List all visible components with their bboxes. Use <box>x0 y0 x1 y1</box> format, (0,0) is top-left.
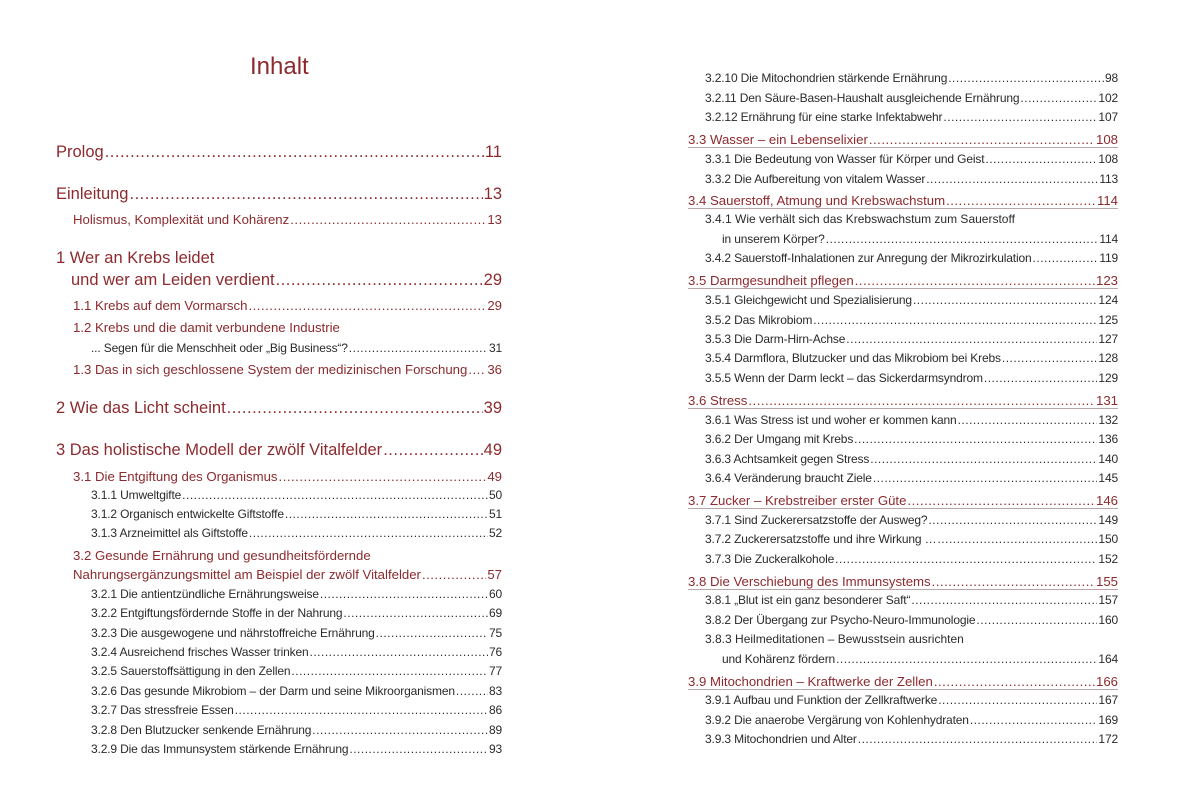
toc-leader-dots <box>937 533 1097 545</box>
right-page <box>592 0 1184 812</box>
toc-page-number: 128 <box>1098 351 1118 365</box>
toc-entry-label: 3.8.1 „Blut ist ein ganz besonderer Saft“ <box>705 593 911 607</box>
toc-entry-s3-5-5 <box>705 372 1118 384</box>
toc-leader-dots <box>290 213 486 226</box>
toc-leader-dots <box>248 299 486 312</box>
toc-entry-label: 3.2.6 Das gesunde Mikrobiom – der Darm und seine Mikroorganismen <box>91 684 455 698</box>
toc-page-number: 124 <box>1098 293 1118 307</box>
toc-page-number: 132 <box>1098 413 1118 427</box>
toc-page-number: 166 <box>1095 674 1118 689</box>
toc-entry-label: Prolog <box>56 143 104 161</box>
toc-page-number: 52 <box>488 526 502 540</box>
toc-entry-s3-3-2 <box>705 173 1118 185</box>
toc-entry-label: 3.7.2 Zuckerersatzstoffe und ihre Wirkung … <box>705 532 937 546</box>
toc-leader-dots <box>934 675 1095 688</box>
toc-page-number: 57 <box>487 567 502 582</box>
toc-entry-s3-8-2 <box>705 614 1118 626</box>
toc-leader-dots <box>285 508 488 520</box>
toc-page-number: 114 <box>1099 232 1118 246</box>
toc-entry-s3-3-1 <box>705 153 1118 165</box>
section-divider <box>688 508 1118 509</box>
toc-entry-label: 3.1.1 Umweltgifte <box>91 488 182 502</box>
toc-page-number: 36 <box>487 362 502 377</box>
toc-entry-s3-6-1 <box>705 414 1118 426</box>
toc-page-number: 102 <box>1098 91 1118 105</box>
toc-entry-holismus <box>73 213 502 226</box>
toc-entry-label: 2 Wie das Licht scheint <box>56 399 226 417</box>
toc-entry-label: 3.6.3 Achtsamkeit gegen Stress <box>705 452 870 466</box>
toc-page-number: 136 <box>1098 432 1118 446</box>
toc-page-number: 77 <box>488 664 502 678</box>
toc-page-number: 123 <box>1095 273 1118 288</box>
toc-entry-label: 3.2.9 Die das Immunsystem stärkende Ernährung <box>91 742 349 756</box>
toc-entry-einleitung <box>56 186 502 203</box>
toc-entry-ch2 <box>56 400 502 417</box>
toc-leader-dots <box>1020 92 1097 104</box>
toc-page-number: 140 <box>1098 452 1118 466</box>
toc-leader-dots <box>984 372 1098 384</box>
toc-entry-s3-9-1 <box>705 694 1118 706</box>
page-title: Inhalt <box>250 53 309 80</box>
toc-entry-label: 3.5.5 Wenn der Darm leckt – das Sickerdarmsyndrom <box>705 371 983 385</box>
toc-entry-s3-9-2 <box>705 714 1118 726</box>
toc-entry-label: 3.2.1 Die antientzündliche Ernährungsweise <box>91 587 319 601</box>
toc-entry-s3-3 <box>688 133 1118 146</box>
toc-page-number: 160 <box>1098 613 1118 627</box>
toc-leader-dots <box>1033 252 1099 264</box>
toc-entry-label: 3.2.5 Sauerstoffsättigung in den Zellen <box>91 664 291 678</box>
toc-page-number: 93 <box>488 742 502 756</box>
toc-leader-dots <box>858 733 1098 745</box>
toc-entry-s3-2-9 <box>91 743 502 755</box>
toc-entry-s3-8-3-line1: 3.8.3 Heilmeditationen – Bewusstsein ausrichten <box>705 632 964 646</box>
toc-leader-dots <box>468 363 486 376</box>
toc-entry-s1-3 <box>73 363 502 376</box>
section-divider <box>688 288 1118 289</box>
toc-leader-dots <box>1002 352 1098 364</box>
toc-entry-s3-2-4 <box>91 646 502 658</box>
toc-entry-s3-7-2 <box>705 533 1118 545</box>
toc-page-number: 11 <box>484 143 502 161</box>
toc-entry-label: 3.6.1 Was Stress ist und woher er kommen kann <box>705 413 957 427</box>
toc-entry-s3-7-1 <box>705 514 1118 526</box>
toc-leader-dots <box>310 646 488 658</box>
toc-page-number: 49 <box>483 441 502 459</box>
toc-page-number: 125 <box>1098 313 1118 327</box>
toc-entry-s3-4-2 <box>705 252 1118 264</box>
toc-page-number: 107 <box>1098 110 1118 124</box>
toc-page-number: 108 <box>1095 132 1118 147</box>
toc-leader-dots <box>932 575 1095 588</box>
section-divider <box>688 408 1118 409</box>
toc-entry-s3-6-4 <box>705 472 1118 484</box>
toc-entry-label: 3.3.1 Die Bedeutung von Wasser für Körper und Geist <box>705 152 985 166</box>
toc-page-number: 146 <box>1095 493 1118 508</box>
toc-entry-label: 3.6.4 Veränderung braucht Ziele <box>705 471 872 485</box>
toc-leader-dots <box>129 186 482 203</box>
toc-entry-label: Nahrungsergänzungsmittel am Beispiel der zwölf Vitalfelder <box>73 567 421 582</box>
section-divider <box>688 589 1118 590</box>
toc-page-number: 119 <box>1099 251 1118 265</box>
toc-leader-dots <box>946 194 1096 207</box>
toc-page-number: 51 <box>488 507 502 521</box>
toc-entry-s3-1-2 <box>91 508 502 520</box>
toc-leader-dots <box>235 704 488 716</box>
toc-entry-prolog <box>56 144 502 161</box>
toc-entry-label: 1.3 Das in sich geschlossene System der medizinischen Forschung <box>73 362 468 377</box>
toc-entry-label: 1.1 Krebs auf dem Vormarsch <box>73 298 248 313</box>
toc-entry-label: 3.1.3 Arzneimittel als Giftstoffe <box>91 526 248 540</box>
section-divider <box>688 147 1118 148</box>
toc-leader-dots <box>105 144 484 161</box>
toc-leader-dots <box>854 433 1097 445</box>
toc-entry-s3-2-6 <box>91 685 502 697</box>
toc-entry-ch1-line1: 1 Wer an Krebs leidet <box>56 249 215 267</box>
toc-entry-s3-5-3 <box>705 333 1118 345</box>
toc-entry-s3-8-3-line2 <box>722 653 1118 665</box>
toc-leader-dots <box>938 694 1097 706</box>
toc-entry-s1-2-line2 <box>91 342 502 354</box>
toc-entry-s3-9-3 <box>705 733 1118 745</box>
toc-leader-dots <box>985 153 1097 165</box>
toc-entry-label: 3.9 Mitochondrien – Kraftwerke der Zellen <box>688 674 933 689</box>
toc-entry-label: 3.3.2 Die Aufbereitung von vitalem Wasser <box>705 172 926 186</box>
toc-leader-dots <box>320 588 488 600</box>
toc-leader-dots <box>182 489 488 501</box>
toc-entry-label: 3.5.2 Das Mikrobiom <box>705 313 813 327</box>
toc-leader-dots <box>846 333 1097 345</box>
toc-entry-s1-1 <box>73 299 502 312</box>
toc-entry-s3-4-1-line2 <box>722 233 1118 245</box>
toc-leader-dots <box>383 442 482 459</box>
toc-entry-s3-2-12 <box>705 111 1118 123</box>
toc-entry-s3-5-1 <box>705 294 1118 306</box>
toc-page-number: 75 <box>488 626 502 640</box>
toc-entry-label: in unserem Körper? <box>722 232 825 246</box>
toc-page-number: 76 <box>488 645 502 659</box>
toc-page-number: 108 <box>1098 152 1118 166</box>
toc-page-number: 145 <box>1098 471 1118 485</box>
toc-entry-label: 3.1 Die Entgiftung des Organismus <box>73 469 278 484</box>
toc-page-number: 13 <box>483 185 502 203</box>
toc-entry-s3-2-2 <box>91 607 502 619</box>
toc-entry-label: 3.2.11 Den Säure-Basen-Haushalt ausgleichende Ernährung <box>705 91 1020 105</box>
toc-page-number: 13 <box>487 212 502 227</box>
toc-page-number: 149 <box>1098 513 1118 527</box>
toc-entry-s3-5-2 <box>705 314 1118 326</box>
toc-leader-dots <box>836 653 1097 665</box>
toc-entry-label: 3 Das holistische Modell der zwölf Vitalfelder <box>56 441 383 459</box>
toc-entry-s3-8-1 <box>705 594 1118 606</box>
toc-leader-dots <box>870 453 1097 465</box>
toc-entry-label: 3.9.2 Die anaerobe Vergärung von Kohlenhydraten <box>705 713 969 727</box>
toc-entry-s3-5-4 <box>705 352 1118 364</box>
toc-entry-s1-2-line1: 1.2 Krebs und die damit verbundene Industrie <box>73 320 340 335</box>
toc-leader-dots <box>948 72 1104 84</box>
toc-page-number: 127 <box>1098 332 1118 346</box>
toc-leader-dots <box>926 173 1098 185</box>
toc-leader-dots <box>343 607 488 619</box>
toc-page-number: 150 <box>1098 532 1118 546</box>
toc-entry-s3-2-line1: 3.2 Gesunde Ernährung und gesundheitsfördernde <box>73 548 371 563</box>
toc-page-number: 31 <box>488 341 502 355</box>
toc-entry-label: 3.5.4 Darmflora, Blutzucker und das Mikrobiom bei Krebs <box>705 351 1001 365</box>
toc-page-number: 50 <box>488 488 502 502</box>
toc-leader-dots <box>748 394 1095 407</box>
toc-leader-dots <box>422 568 486 581</box>
toc-leader-dots <box>227 400 483 417</box>
toc-entry-label: 3.8.2 Der Übergang zur Psycho-Neuro-Immunologie <box>705 613 976 627</box>
toc-leader-dots <box>913 294 1097 306</box>
toc-page-number: 29 <box>487 298 502 313</box>
toc-page-number: 129 <box>1098 371 1118 385</box>
toc-entry-label: Holismus, Komplexität und Kohärenz <box>73 212 290 227</box>
toc-entry-s3-2-3 <box>91 627 502 639</box>
toc-page-number: 157 <box>1098 593 1118 607</box>
toc-entry-s3-1 <box>73 470 502 483</box>
toc-page-number: 69 <box>488 606 502 620</box>
toc-page-number: 172 <box>1098 732 1118 746</box>
toc-entry-label: 3.5 Darmgesundheit pflegen <box>688 273 854 288</box>
toc-entry-ch3 <box>56 442 502 459</box>
toc-entry-s3-7-3 <box>705 553 1118 565</box>
toc-page-number: 83 <box>488 684 502 698</box>
toc-leader-dots <box>312 724 488 736</box>
toc-entry-label: Einleitung <box>56 185 129 203</box>
toc-leader-dots <box>291 665 488 677</box>
toc-entry-ch1-line2 <box>71 272 502 289</box>
toc-entry-label: 3.5.3 Die Darm-Hirn-Achse <box>705 332 846 346</box>
toc-page-number: 164 <box>1098 652 1118 666</box>
toc-entry-label: 3.2.12 Ernährung für eine starke Infektabwehr <box>705 110 943 124</box>
toc-entry-s3-4 <box>688 194 1118 207</box>
toc-leader-dots <box>911 594 1097 606</box>
toc-leader-dots <box>349 342 488 354</box>
toc-entry-label: und Kohärenz fördern <box>722 652 836 666</box>
toc-page-number: 113 <box>1099 172 1118 186</box>
toc-page-number: 114 <box>1096 193 1118 208</box>
toc-entry-label: 3.2.2 Entgiftungsfördernde Stoffe in der Nahrung <box>91 606 343 620</box>
toc-leader-dots <box>826 233 1099 245</box>
toc-leader-dots <box>376 627 488 639</box>
toc-entry-s3-2-11 <box>705 92 1118 104</box>
toc-entry-label: ... Segen für die Menschheit oder „Big Business“? <box>91 341 348 355</box>
toc-leader-dots <box>869 133 1095 146</box>
toc-leader-dots <box>349 743 488 755</box>
toc-page-number: 98 <box>1104 71 1118 85</box>
toc-leader-dots <box>976 614 1097 626</box>
toc-leader-dots <box>456 685 488 697</box>
toc-entry-s3-2-5 <box>91 665 502 677</box>
section-divider <box>688 208 1118 209</box>
toc-entry-s3-9 <box>688 675 1118 688</box>
toc-entry-s3-4-1-line1: 3.4.1 Wie verhält sich das Krebswachstum zum Sauerstoff <box>705 212 1015 226</box>
toc-leader-dots <box>928 514 1097 526</box>
toc-entry-label: 3.7.3 Die Zuckeralkohole <box>705 552 835 566</box>
toc-leader-dots <box>835 553 1097 565</box>
toc-entry-label: 3.1.2 Organisch entwickelte Giftstoffe <box>91 507 284 521</box>
toc-entry-label: 3.4.2 Sauerstoff-Inhalationen zur Anregung der Mikrozirkulation <box>705 251 1032 265</box>
toc-entry-s3-6 <box>688 394 1118 407</box>
toc-leader-dots <box>873 472 1098 484</box>
toc-leader-dots <box>276 272 483 289</box>
toc-leader-dots <box>279 470 487 483</box>
toc-entry-s3-6-3 <box>705 453 1118 465</box>
toc-leader-dots <box>970 714 1098 726</box>
toc-leader-dots <box>249 527 488 539</box>
toc-page-number: 131 <box>1095 393 1118 408</box>
toc-entry-label: 3.6.2 Der Umgang mit Krebs <box>705 432 854 446</box>
toc-page-number: 89 <box>488 723 502 737</box>
toc-entry-s3-1-1 <box>91 489 502 501</box>
section-divider <box>688 689 1118 690</box>
toc-entry-label: 3.3 Wasser – ein Lebenselixier <box>688 132 868 147</box>
toc-entry-label: 3.7.1 Sind Zuckerersatzstoffe der Ausweg? <box>705 513 928 527</box>
toc-entry-s3-2-10 <box>705 72 1118 84</box>
toc-page-number: 169 <box>1098 713 1118 727</box>
toc-page-number: 60 <box>488 587 502 601</box>
toc-entry-s3-2-1 <box>91 588 502 600</box>
toc-page-number: 86 <box>488 703 502 717</box>
toc-entry-label: 3.9.1 Aufbau und Funktion der Zellkraftwerke <box>705 693 938 707</box>
toc-entry-s3-2-line2 <box>73 568 502 581</box>
toc-page-number: 167 <box>1098 693 1118 707</box>
toc-page-number: 29 <box>483 271 502 289</box>
toc-entry-label: und wer am Leiden verdient <box>71 271 275 289</box>
toc-entry-label: 3.2.7 Das stressfreie Essen <box>91 703 234 717</box>
toc-entry-label: 3.2.8 Den Blutzucker senkende Ernährung <box>91 723 312 737</box>
toc-page-number: 155 <box>1095 574 1118 589</box>
toc-leader-dots <box>855 274 1095 287</box>
toc-entry-s3-1-3 <box>91 527 502 539</box>
toc-entry-s3-6-2 <box>705 433 1118 445</box>
toc-leader-dots <box>813 314 1097 326</box>
toc-leader-dots <box>943 111 1097 123</box>
toc-page-number: 152 <box>1098 552 1118 566</box>
toc-entry-label: 3.9.3 Mitochondrien und Alter <box>705 732 857 746</box>
toc-entry-label: 3.4 Sauerstoff, Atmung und Krebswachstum <box>688 193 946 208</box>
toc-entry-label: 3.2.4 Ausreichend frisches Wasser trinken <box>91 645 309 659</box>
toc-entry-s3-5 <box>688 274 1118 287</box>
toc-entry-label: 3.6 Stress <box>688 393 748 408</box>
toc-page-number: 49 <box>487 469 502 484</box>
toc-entry-s3-8 <box>688 575 1118 588</box>
toc-entry-label: 3.8 Die Verschiebung des Immunsystems <box>688 574 931 589</box>
toc-entry-label: 3.2.3 Die ausgewogene und nährstoffreiche Ernährung <box>91 626 375 640</box>
toc-page-number: 39 <box>483 399 502 417</box>
toc-leader-dots <box>907 494 1095 507</box>
toc-entry-s3-7 <box>688 494 1118 507</box>
toc-entry-label: 3.7 Zucker – Krebstreiber erster Güte <box>688 493 907 508</box>
toc-leader-dots <box>958 414 1098 426</box>
toc-entry-label: 3.2.10 Die Mitochondrien stärkende Ernährung <box>705 71 948 85</box>
toc-entry-label: 3.5.1 Gleichgewicht und Spezialisierung <box>705 293 912 307</box>
toc-entry-s3-2-8 <box>91 724 502 736</box>
toc-entry-s3-2-7 <box>91 704 502 716</box>
